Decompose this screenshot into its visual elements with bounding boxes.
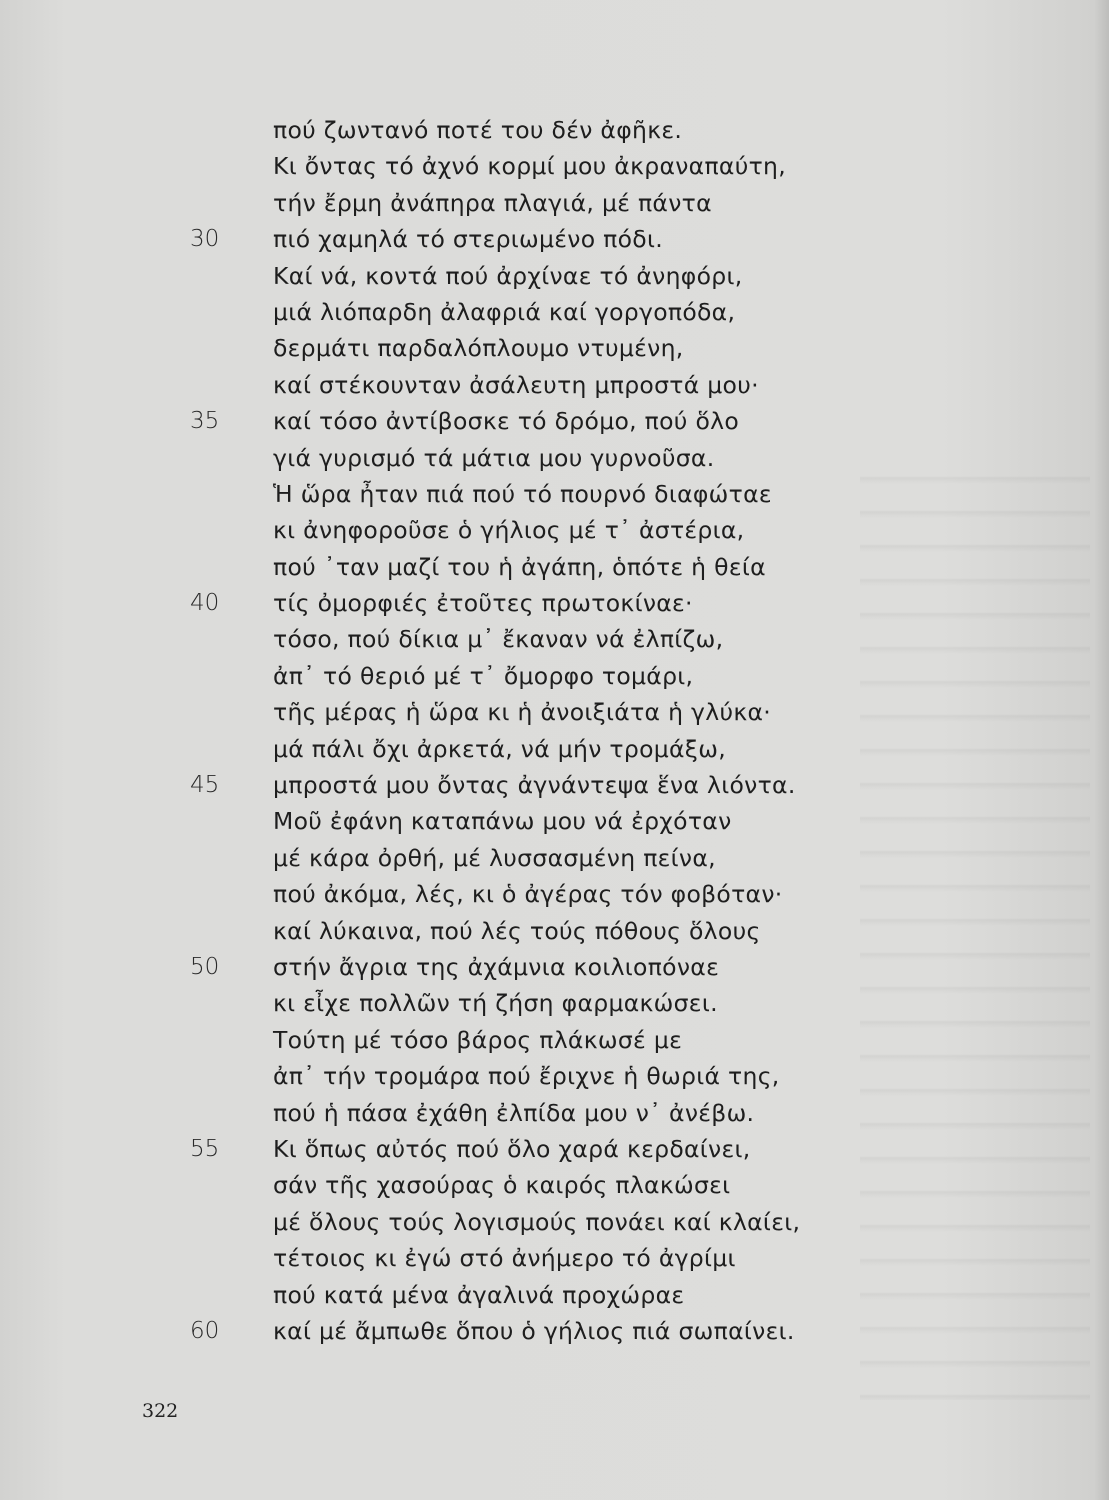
verse-text: τόσο, πού δίκια μ᾽ ἔκαναν νά ἐλπίζω, [273, 625, 724, 654]
line-number: 50 [190, 953, 220, 980]
verse-text: δερμάτι παρδαλόπλουμο ντυμένη, [273, 334, 684, 363]
poem-line [190, 440, 910, 476]
poem-line [190, 1095, 910, 1131]
poem-line [190, 1204, 910, 1240]
poem-line [190, 949, 910, 985]
verse-text: στήν ἄγρια της ἀχάμνια κοιλιοπόναε [273, 952, 720, 981]
verse-text: μέ κάρα ὀρθή, μέ λυσσασμένη πείνα, [273, 843, 716, 872]
verse-text: πού ἀκόμα, λές, κι ὁ ἀγέρας τόν φοβόταν· [273, 880, 783, 909]
verse-text: Μοῦ ἐφάνη καταπάνω μου νά ἐρχόταν [273, 807, 732, 836]
poem-line [190, 803, 910, 839]
poem-line [190, 913, 910, 949]
verse-text: καί στέκουνταν ἀσάλευτη μπροστά μου· [273, 370, 759, 399]
poem-line [190, 294, 910, 330]
poem-text-block [190, 112, 910, 1349]
poem-line [190, 1058, 910, 1094]
verse-text: κι εἶχε πολλῶν τή ζήση φαρμακώσει. [273, 989, 718, 1018]
verse-text: Καί νά, κοντά πού ἀρχίναε τό ἀνηφόρι, [273, 261, 743, 290]
verse-text: καί μέ ἄμπωθε ὅπου ὁ γήλιος πιά σωπαίνει. [273, 1316, 795, 1345]
verse-text: πού ᾽ταν μαζί του ἡ ἀγάπη, ὁπότε ἡ θεία [273, 552, 766, 581]
poem-line [190, 731, 910, 767]
poem-line [190, 767, 910, 803]
verse-text: ἀπ᾽ τήν τρομάρα πού ἔριχνε ἡ θωριά της, [273, 1062, 780, 1091]
poem-line [190, 658, 910, 694]
verse-text: πιό χαμηλά τό στεριωμένο πόδι. [273, 225, 663, 254]
verse-text: καί λύκαινα, πού λές τούς πόθους ὅλους [273, 916, 761, 945]
verse-text: ἀπ᾽ τό θεριό μέ τ᾽ ὄμορφο τομάρι, [273, 661, 694, 690]
poem-line [190, 330, 910, 366]
line-number: 40 [190, 590, 220, 617]
poem-line [190, 258, 910, 294]
verse-text: μέ ὅλους τούς λογισμούς πονάει καί κλαίει, [273, 1207, 801, 1236]
poem-line [190, 1131, 910, 1167]
verse-text: γιά γυρισμό τά μάτια μου γυρνοῦσα. [273, 443, 715, 472]
verse-text: μιά λιόπαρδη ἀλαφριά καί γοργοπόδα, [273, 297, 736, 326]
line-number: 35 [190, 408, 220, 435]
verse-text: σάν τῆς χασούρας ὁ καιρός πλακώσει [273, 1171, 731, 1200]
verse-text: καί τόσο ἀντίβοσκε τό δρόμο, πού ὅλο [273, 407, 740, 436]
line-number: 45 [190, 772, 220, 799]
verse-text: μά πάλι ὄχι ἀρκετά, νά μήν τρομάξω, [273, 734, 726, 763]
poem-line [190, 1022, 910, 1058]
poem-line [190, 840, 910, 876]
poem-line [190, 476, 910, 512]
verse-text: Ἡ ὥρα ἦταν πιά πού τό πουρνό διαφώταε [273, 479, 772, 508]
poem-line [190, 1167, 910, 1203]
poem-line [190, 148, 910, 184]
poem-line [190, 549, 910, 585]
poem-line [190, 1277, 910, 1313]
poem-line [190, 694, 910, 730]
line-number: 60 [190, 1317, 220, 1344]
poem-line [190, 585, 910, 621]
poem-line [190, 876, 910, 912]
verse-text: κι ἀνηφοροῦσε ὁ γήλιος μέ τ᾽ ἀστέρια, [273, 516, 745, 545]
line-number: 55 [190, 1135, 220, 1162]
poem-line [190, 512, 910, 548]
verse-text: τίς ὀμορφιές ἐτοῦτες πρωτοκίναε· [273, 589, 693, 618]
poem-line [190, 1240, 910, 1276]
poem-line [190, 112, 910, 148]
verse-text: τήν ἔρμη ἀνάπηρα πλαγιά, μέ πάντα [273, 188, 712, 217]
poem-line [190, 367, 910, 403]
poem-line [190, 403, 910, 439]
line-number: 30 [190, 226, 220, 253]
page-edge-shadow [1095, 0, 1109, 1500]
verse-text: Τούτη μέ τόσο βάρος πλάκωσέ με [273, 1025, 683, 1054]
verse-text: μπροστά μου ὄντας ἀγνάντεψα ἕνα λιόντα. [273, 771, 796, 800]
verse-text: πού ζωντανό ποτέ του δέν ἀφῆκε. [273, 116, 683, 144]
verse-text: τῆς μέρας ἡ ὥρα κι ἡ ἀνοιξιάτα ἡ γλύκα· [273, 698, 772, 727]
verse-text: Κι ὄντας τό ἀχνό κορμί μου ἀκραναπαύτη, [273, 152, 787, 181]
poem-line [190, 621, 910, 657]
verse-text: πού ἡ πάσα ἐχάθη ἐλπίδα μου ν᾽ ἀνέβω. [273, 1098, 755, 1127]
poem-line [190, 1313, 910, 1349]
poem-line [190, 221, 910, 257]
page-number: 322 [142, 1400, 179, 1422]
verse-text: τέτοιος κι ἐγώ στό ἀνήμερο τό ἀγρίμι [273, 1244, 736, 1273]
verse-text: Κι ὅπως αὐτός πού ὅλο χαρά κερδαίνει, [273, 1134, 751, 1163]
verse-text: πού κατά μένα ἀγαλινά προχώραε [273, 1280, 685, 1309]
poem-line [190, 185, 910, 221]
poem-line [190, 985, 910, 1021]
